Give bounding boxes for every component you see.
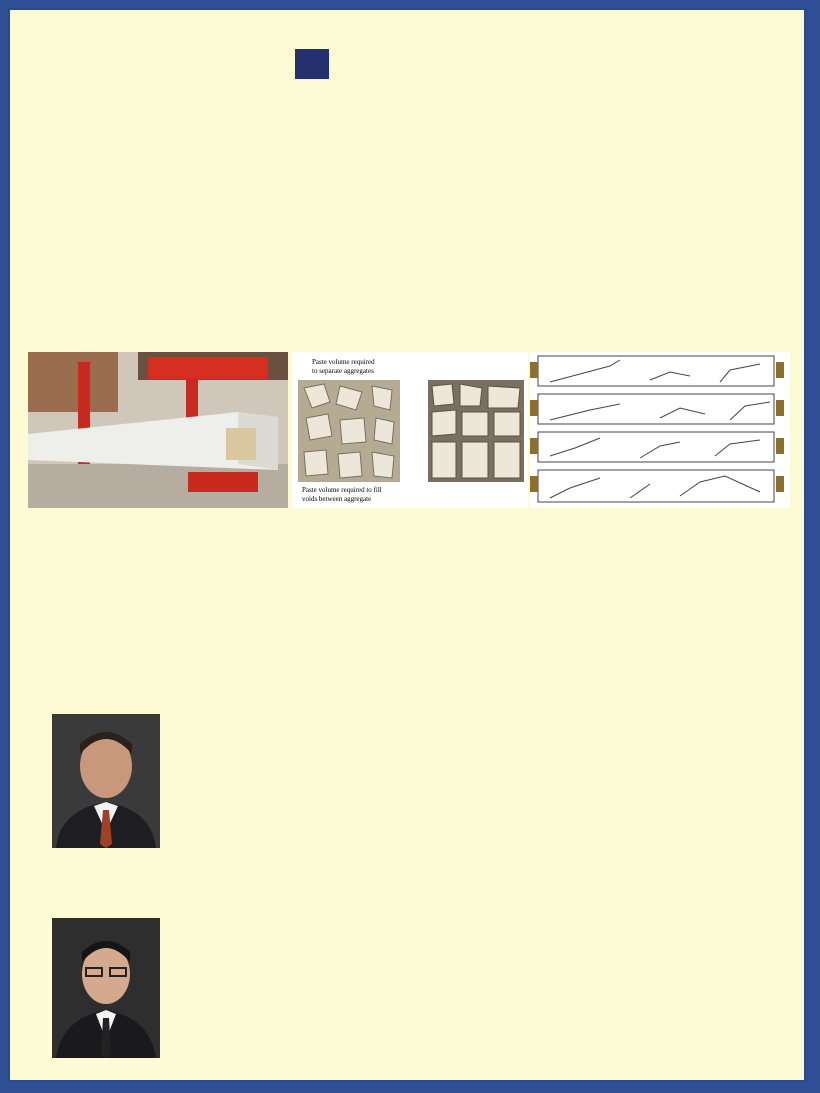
bridge-beam-test-photo — [28, 352, 288, 508]
kci-logo — [295, 45, 335, 83]
lecture-images — [28, 352, 790, 510]
label-top: Paste volume required — [312, 358, 375, 366]
speaker-photo — [52, 714, 160, 848]
crack-pattern-diagrams — [530, 352, 790, 508]
label-bottom: Paste volume required to fill — [302, 486, 382, 494]
moderator-photo — [52, 918, 160, 1058]
paste-volume-diagram — [292, 352, 528, 508]
label-bottom-2: voids between aggregate — [302, 495, 372, 503]
label-top-2: to separate aggregates — [312, 367, 374, 375]
kci-logo-mark — [295, 49, 329, 79]
flyer — [8, 8, 806, 1082]
